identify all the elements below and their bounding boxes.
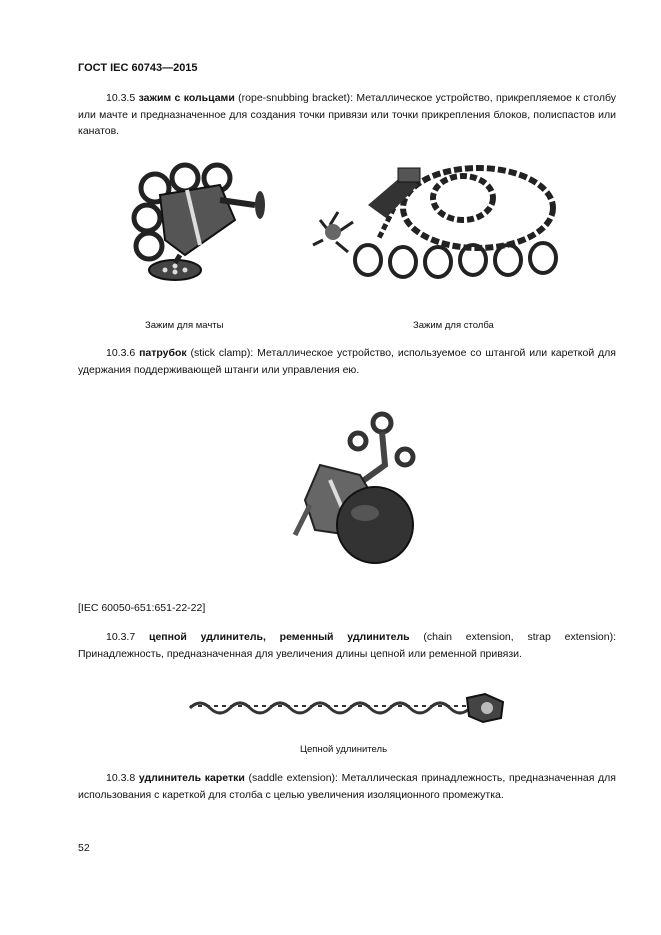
section-number: 10.3.6 xyxy=(106,347,136,359)
section-number: 10.3.7 xyxy=(106,631,136,643)
reference-10-3-6: [IEC 60050-651:651-22-22] xyxy=(78,602,206,614)
section-10-3-8 xyxy=(78,770,616,803)
caption-chain-extension: Цепной удлинитель xyxy=(300,744,388,755)
section-definition: (saddle extension): Металлическая принадлежность, предназначенная для использования с кареткой для столба с целью увеличения изоляционного промежутка. xyxy=(78,772,616,801)
section-definition: (stick clamp): Металлическое устройство, используемое со штангой или кареткой для удержания поддерживающей штанги или управления ею. xyxy=(78,347,616,376)
section-term: цепной удлинитель, ременный удлинитель xyxy=(149,631,410,643)
page-number: 52 xyxy=(78,842,90,854)
mast-clamp-image xyxy=(125,160,275,290)
caption-mast-clamp: Зажим для мачты xyxy=(145,320,224,331)
caption-pole-clamp: Зажим для столба xyxy=(413,320,494,331)
section-number: 10.3.5 xyxy=(106,92,136,104)
section-number: 10.3.8 xyxy=(106,772,136,784)
chain-extension-image xyxy=(185,688,515,728)
section-10-3-7 xyxy=(78,629,616,662)
section-term: патрубок xyxy=(139,347,187,359)
section-definition: (rope-snubbing bracket): Металлическое устройство, прикрепляемое к столбу или мачте и предназначенное для создания точки привязи или точки прикрепления блоков, полиспастов или канатов. xyxy=(78,92,616,137)
section-term: зажим с кольцами xyxy=(138,92,235,104)
pole-clamp-image xyxy=(308,160,578,290)
section-10-3-5 xyxy=(78,90,616,140)
section-definition: (chain extension, strap extension): Принадлежность, предназначенная для увеличения длины цепной или ременной привязи. xyxy=(78,631,617,660)
section-10-3-6 xyxy=(78,345,616,378)
document-header: ГОСТ IEC 60743—2015 xyxy=(78,62,198,74)
stick-clamp-image xyxy=(290,405,425,575)
section-term: удлинитель каретки xyxy=(138,772,245,784)
